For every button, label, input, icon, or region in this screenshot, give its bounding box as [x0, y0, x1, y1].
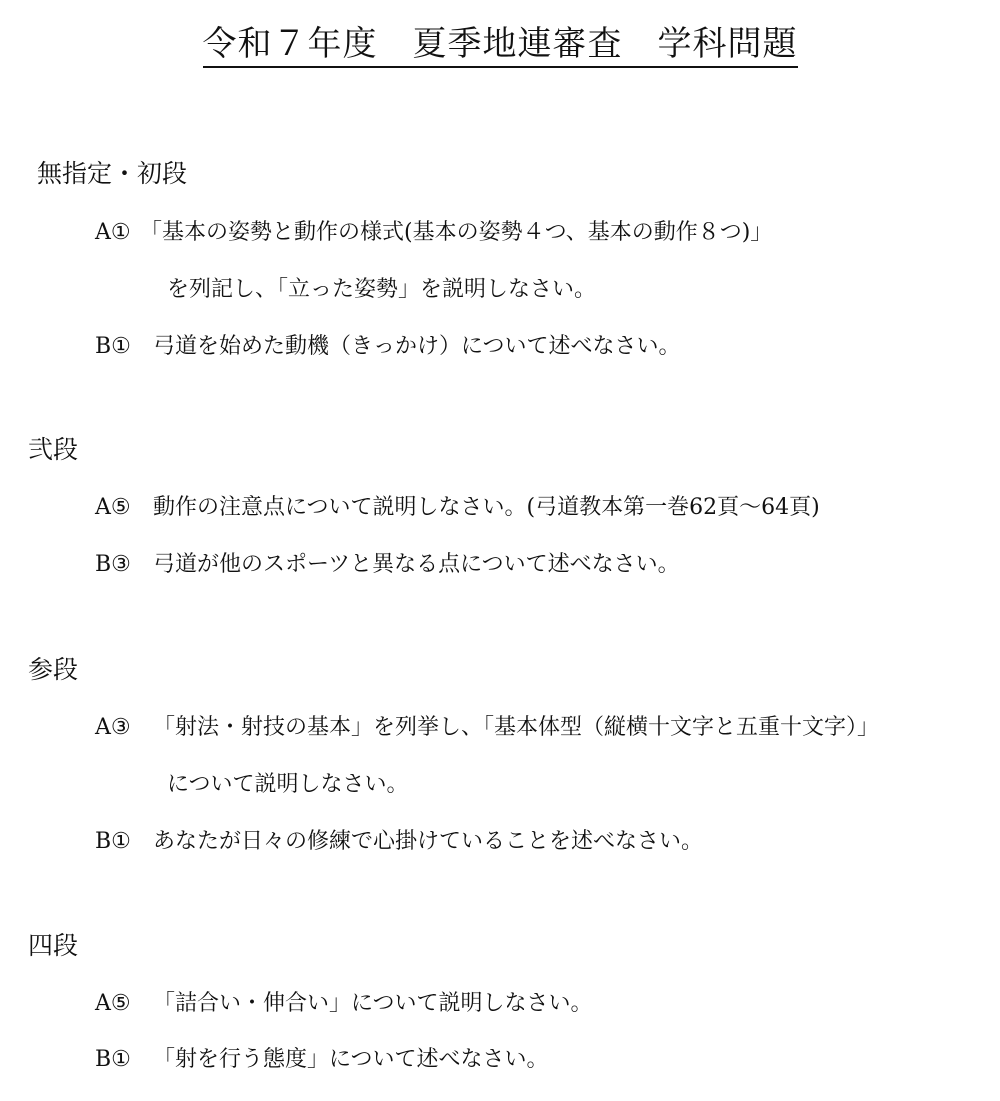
- question-text: 弓道が他のスポーツと異なる点について述べなさい。: [153, 552, 680, 577]
- section-heading-shodan: 無指定・初段: [37, 159, 188, 188]
- section-heading-sandan: 参段: [28, 655, 79, 684]
- question-text: について説明しなさい。: [167, 772, 409, 797]
- question-label: B①: [95, 334, 131, 359]
- question-text: あなたが日々の修練で心掛けていることを述べなさい。: [153, 829, 704, 854]
- question-text: を列記し、「立った姿勢」を説明しなさい。: [167, 277, 597, 302]
- question-text: 「基本の姿勢と動作の様式(基本の姿勢４つ、基本の動作８つ)」: [140, 220, 773, 245]
- question-text: 「詰合い・伸合い」について説明しなさい。: [153, 991, 593, 1016]
- question-label: A③: [95, 715, 131, 740]
- question-text: 弓道を始めた動機（きっかけ）について述べなさい。: [153, 334, 681, 359]
- question-label: A⑤: [95, 495, 131, 520]
- question-label: B③: [95, 552, 131, 577]
- question-label: B①: [95, 829, 131, 854]
- question-label: A⑤: [95, 991, 131, 1016]
- section-heading-yondan: 四段: [28, 931, 79, 960]
- question-text: 「射を行う態度」について述べなさい。: [153, 1047, 549, 1072]
- page-title: 令和７年度 夏季地連審査 学科問題: [0, 22, 1000, 66]
- question-text: 「射法・射技の基本」を列挙し、「基本体型（縦横十文字と五重十文字）」: [153, 715, 880, 740]
- question-label: B①: [95, 1047, 131, 1072]
- question-text: 動作の注意点について説明しなさい。(弓道教本第一巻62頁～64頁): [153, 495, 820, 520]
- section-heading-nidan: 弐段: [28, 435, 79, 464]
- question-label: A①: [95, 220, 131, 245]
